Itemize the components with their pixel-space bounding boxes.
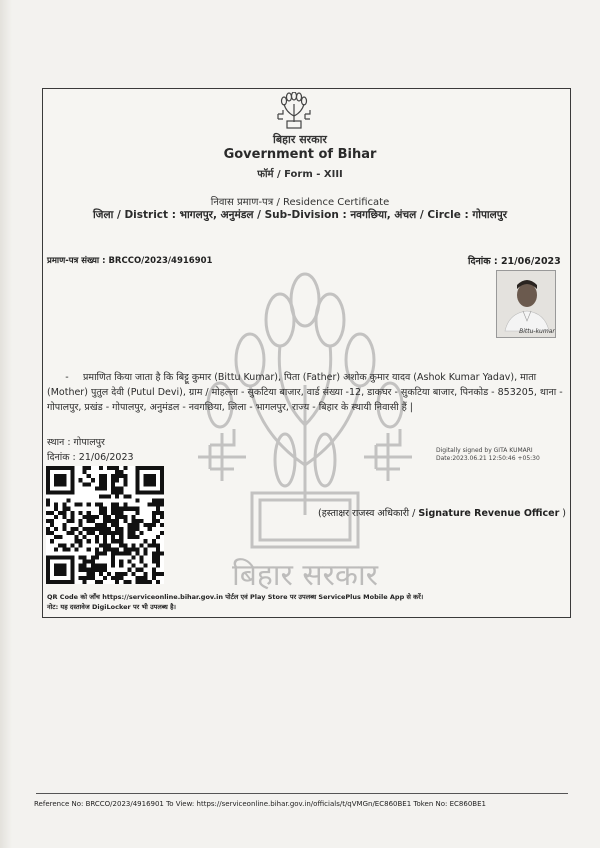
certificate-body	[47, 370, 565, 415]
issue-date: दिनांक : 21/06/2023	[468, 256, 561, 267]
place-line: स्थान : गोपालपुर	[47, 437, 105, 448]
applicant-photo	[496, 270, 556, 338]
hindi-government-title: बिहार सरकार	[273, 133, 327, 146]
bihar-emblem-icon	[274, 92, 314, 132]
certificate-statement: प्रमाणित किया जाता है कि बिट्टू कुमार (Bittu Kumar), पिता (Father) अशोक कुमार यादव (Ashok Kumar Yadav), माता (Mother) पुतुल देवी (Putul Devi), ग्राम / मोहल्ला - सुकटिया बाजार, वार्ड संख्या -12, डाकघर - सुकटिया बाजार, पिनकोड - 853205, थाना - गोपालपुर, प्रखंड - गोपालपुर, अनुमंडल - नवगछिया, जिला - भागलपुर, राज्य - बिहार के स्थायी निवासी हैं |	[47, 372, 563, 413]
bihar-emblem-watermark	[190, 265, 420, 605]
signing-date: दिनांक : 21/06/2023	[47, 452, 134, 463]
footer-divider	[36, 793, 568, 794]
government-title: Government of Bihar	[223, 147, 377, 162]
person-photo-icon	[497, 271, 556, 338]
certificate-number: प्रमाण-पत्र संख्या : BRCCO/2023/4916901	[47, 256, 213, 266]
digilocker-note: नोट: यह दस्तावेज DigiLocker पर भी उपलब्ध है।	[47, 603, 176, 611]
digital-signature-block	[436, 447, 540, 462]
signature-close: )	[559, 508, 566, 519]
qr-code	[46, 466, 164, 584]
bullet-dash: -	[65, 372, 69, 383]
watermark-text: बिहार सरकार	[231, 558, 379, 593]
signature-label	[318, 506, 566, 519]
signature-english: Signature Revenue Officer	[418, 508, 560, 519]
digital-signed-by: Digitally signed by GITA KUMARI	[436, 447, 533, 454]
district-line: जिला / District : भागलपुर, अनुमंडल / Sub-Division : नवगछिया, अंचल / Circle : गोपालपुर	[92, 209, 508, 221]
form-number: फॉर्म / Form - XIII	[257, 169, 343, 180]
signature-hindi: (हस्ताक्षर राजस्व अधिकारी /	[318, 508, 419, 519]
footer-reference: Reference No: BRCCO/2023/4916901 To View: https://serviceonline.bihar.gov.in/officials/t/qVMGn/EC860BE1 Token No: EC860BE1	[34, 800, 486, 808]
certificate-title: निवास प्रमाण-पत्र / Residence Certificate	[210, 197, 390, 208]
photo-signature: Bittu-kumar	[519, 328, 555, 335]
digital-signed-date: Date:2023.06.21 12:50:46 +05:30	[436, 454, 540, 462]
qr-verification-note: QR Code को जाँच https://serviceonline.bihar.gov.in पोर्टल एवं Play Store पर उपलब्ध ServicePlus Mobile App से करें।	[47, 593, 424, 601]
paper-edge	[0, 0, 12, 848]
